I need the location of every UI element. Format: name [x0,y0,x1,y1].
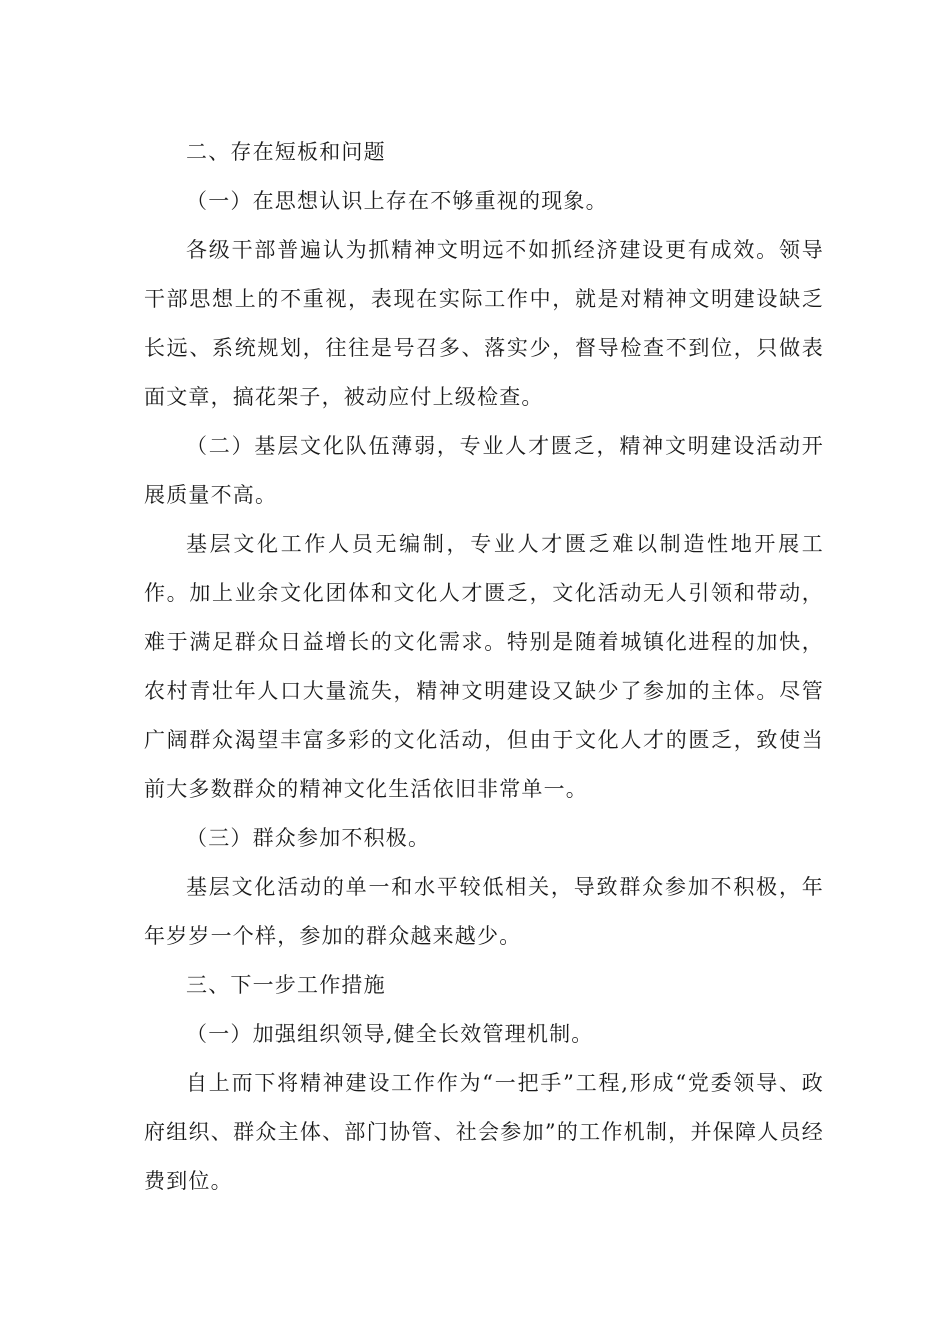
section-heading-problems: 二、存在短板和问题 [186,140,386,164]
subheading-ideological-awareness: （一）在思想认识上存在不够重视的现象。 [186,189,608,213]
paragraph-cultural-team: 基层文化工作人员无编制，专业人才匮乏难以制造性地开展工作。加上业余文化团体和文化人才匮乏，文化活动无人引领和带动，难于满足群众日益增长的文化需求。特别是随着城镇化进程的加快，农村青壮年人口大量流失，精神文明建设又缺少了参加的主体。尽管广阔群众渴望丰富多彩的文化活动，但由于文化人才的匮乏，致使当前大多数群众的精神文化生活依旧非常单一。 [144,532,824,801]
paragraph-ideological-awareness: 各级干部普遍认为抓精神文明远不如抓经济建设更有成效。领导干部思想上的不重视，表现在实际工作中，就是对精神文明建设缺乏长远、系统规划，往往是号召多、落实少，督导检查不到位，只做表面文章，搞花架子，被动应付上级检查。 [144,238,824,409]
paragraph-public-participation: 基层文化活动的单一和水平较低相关，导致群众参加不积极，年年岁岁一个样，参加的群众越来越少。 [144,875,824,948]
document-body [144,128,824,1206]
section-heading-next-steps: 三、下一步工作措施 [186,973,386,997]
subheading-cultural-team: （二）基层文化队伍薄弱，专业人才匮乏，精神文明建设活动开展质量不高。 [144,434,824,507]
subheading-organizational-leadership: （一）加强组织领导,健全长效管理机制。 [186,1022,594,1046]
subheading-public-participation: （三）群众参加不积极。 [186,826,431,850]
paragraph-organizational-leadership: 自上而下将精神建设工作作为“一把手”工程,形成“党委领导、政府组织、群众主体、部门协管、社会参加”的工作机制，并保障人员经费到位。 [144,1071,824,1193]
